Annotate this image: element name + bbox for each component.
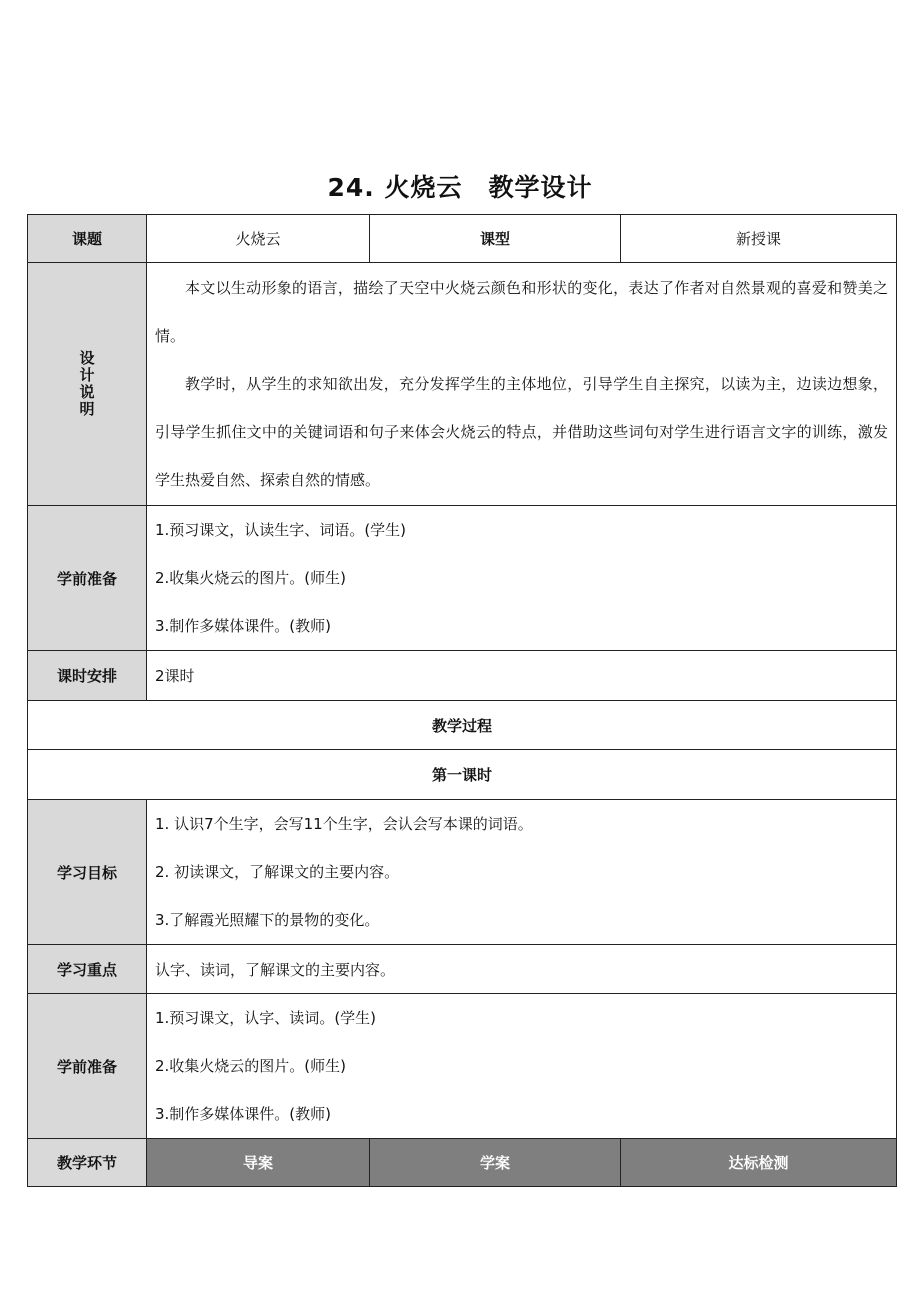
goals-item: 3.了解霞光照耀下的景物的变化。: [155, 911, 380, 929]
steps-col-study: 学案: [370, 1139, 621, 1187]
steps-col-guide: 导案: [147, 1139, 370, 1187]
prep2-row: [28, 994, 897, 1139]
design-label-char: 计: [79, 366, 95, 384]
steps-col-check: 达标检测: [621, 1139, 897, 1187]
prep1-item: 3.制作多媒体课件。(教师): [155, 617, 332, 635]
lesson-type-value: 新授课: [621, 215, 897, 263]
period-heading: 第一课时: [28, 750, 897, 800]
design-paragraph: 教学时，从学生的求知欲出发，充分发挥学生的主体地位，引导学生自主探究，以读为主，边读边想象，引导学生抓住文中的关键词语和句子来体会火烧云的特点，并借助这些词句对学生进行语言文字的训练，激发学生热爱自然、探索自然的情感。: [155, 375, 888, 489]
prep2-item: 1.预习课文，认字、读词。(学生): [155, 1009, 377, 1027]
prep1-content: [147, 506, 897, 651]
goals-item: 1. 认识7个生字，会写11个生字，会认会写本课的词语。: [155, 815, 533, 833]
steps-label: 教学环节: [28, 1139, 147, 1187]
prep1-item: 2.收集火烧云的图片。(师生): [155, 569, 347, 587]
prep2-item: 2.收集火烧云的图片。(师生): [155, 1057, 347, 1075]
goals-row: [28, 800, 897, 945]
steps-row: [28, 1139, 897, 1187]
schedule-label: 课时安排: [28, 651, 147, 701]
lesson-label: 课题: [28, 215, 147, 263]
prep1-label: 学前准备: [28, 506, 147, 651]
prep2-content: [147, 994, 897, 1139]
focus-value: 认字、读词，了解课文的主要内容。: [147, 945, 897, 994]
design-content: [147, 263, 897, 506]
design-label-char: 明: [79, 400, 95, 418]
process-heading: 教学过程: [28, 701, 897, 750]
design-label-char: 说: [79, 383, 95, 401]
goals-item: 2. 初读课文，了解课文的主要内容。: [155, 863, 400, 881]
prep1-row: [28, 506, 897, 651]
lesson-type-label: 课型: [370, 215, 621, 263]
process-heading-row: [28, 701, 897, 750]
prep1-item: 1.预习课文，认读生字、词语。(学生): [155, 521, 407, 539]
goals-label: 学习目标: [28, 800, 147, 945]
prep2-item: 3.制作多媒体课件。(教师): [155, 1105, 332, 1123]
focus-label: 学习重点: [28, 945, 147, 994]
lesson-value: 火烧云: [147, 215, 370, 263]
lesson-row: [28, 215, 897, 263]
goals-content: [147, 800, 897, 945]
period-heading-row: [28, 750, 897, 800]
schedule-row: [28, 651, 897, 701]
lesson-plan-table: [27, 214, 897, 1187]
design-paragraph: 本文以生动形象的语言，描绘了天空中火烧云颜色和形状的变化，表达了作者对自然景观的喜爱和赞美之情。: [155, 279, 888, 345]
page-title: 24. 火烧云 教学设计: [327, 173, 593, 202]
focus-row: [28, 945, 897, 994]
design-label: [28, 263, 147, 506]
design-label-char: 设: [79, 349, 95, 367]
design-row: [28, 263, 897, 506]
prep2-label: 学前准备: [28, 994, 147, 1139]
schedule-value: 2课时: [147, 651, 897, 701]
